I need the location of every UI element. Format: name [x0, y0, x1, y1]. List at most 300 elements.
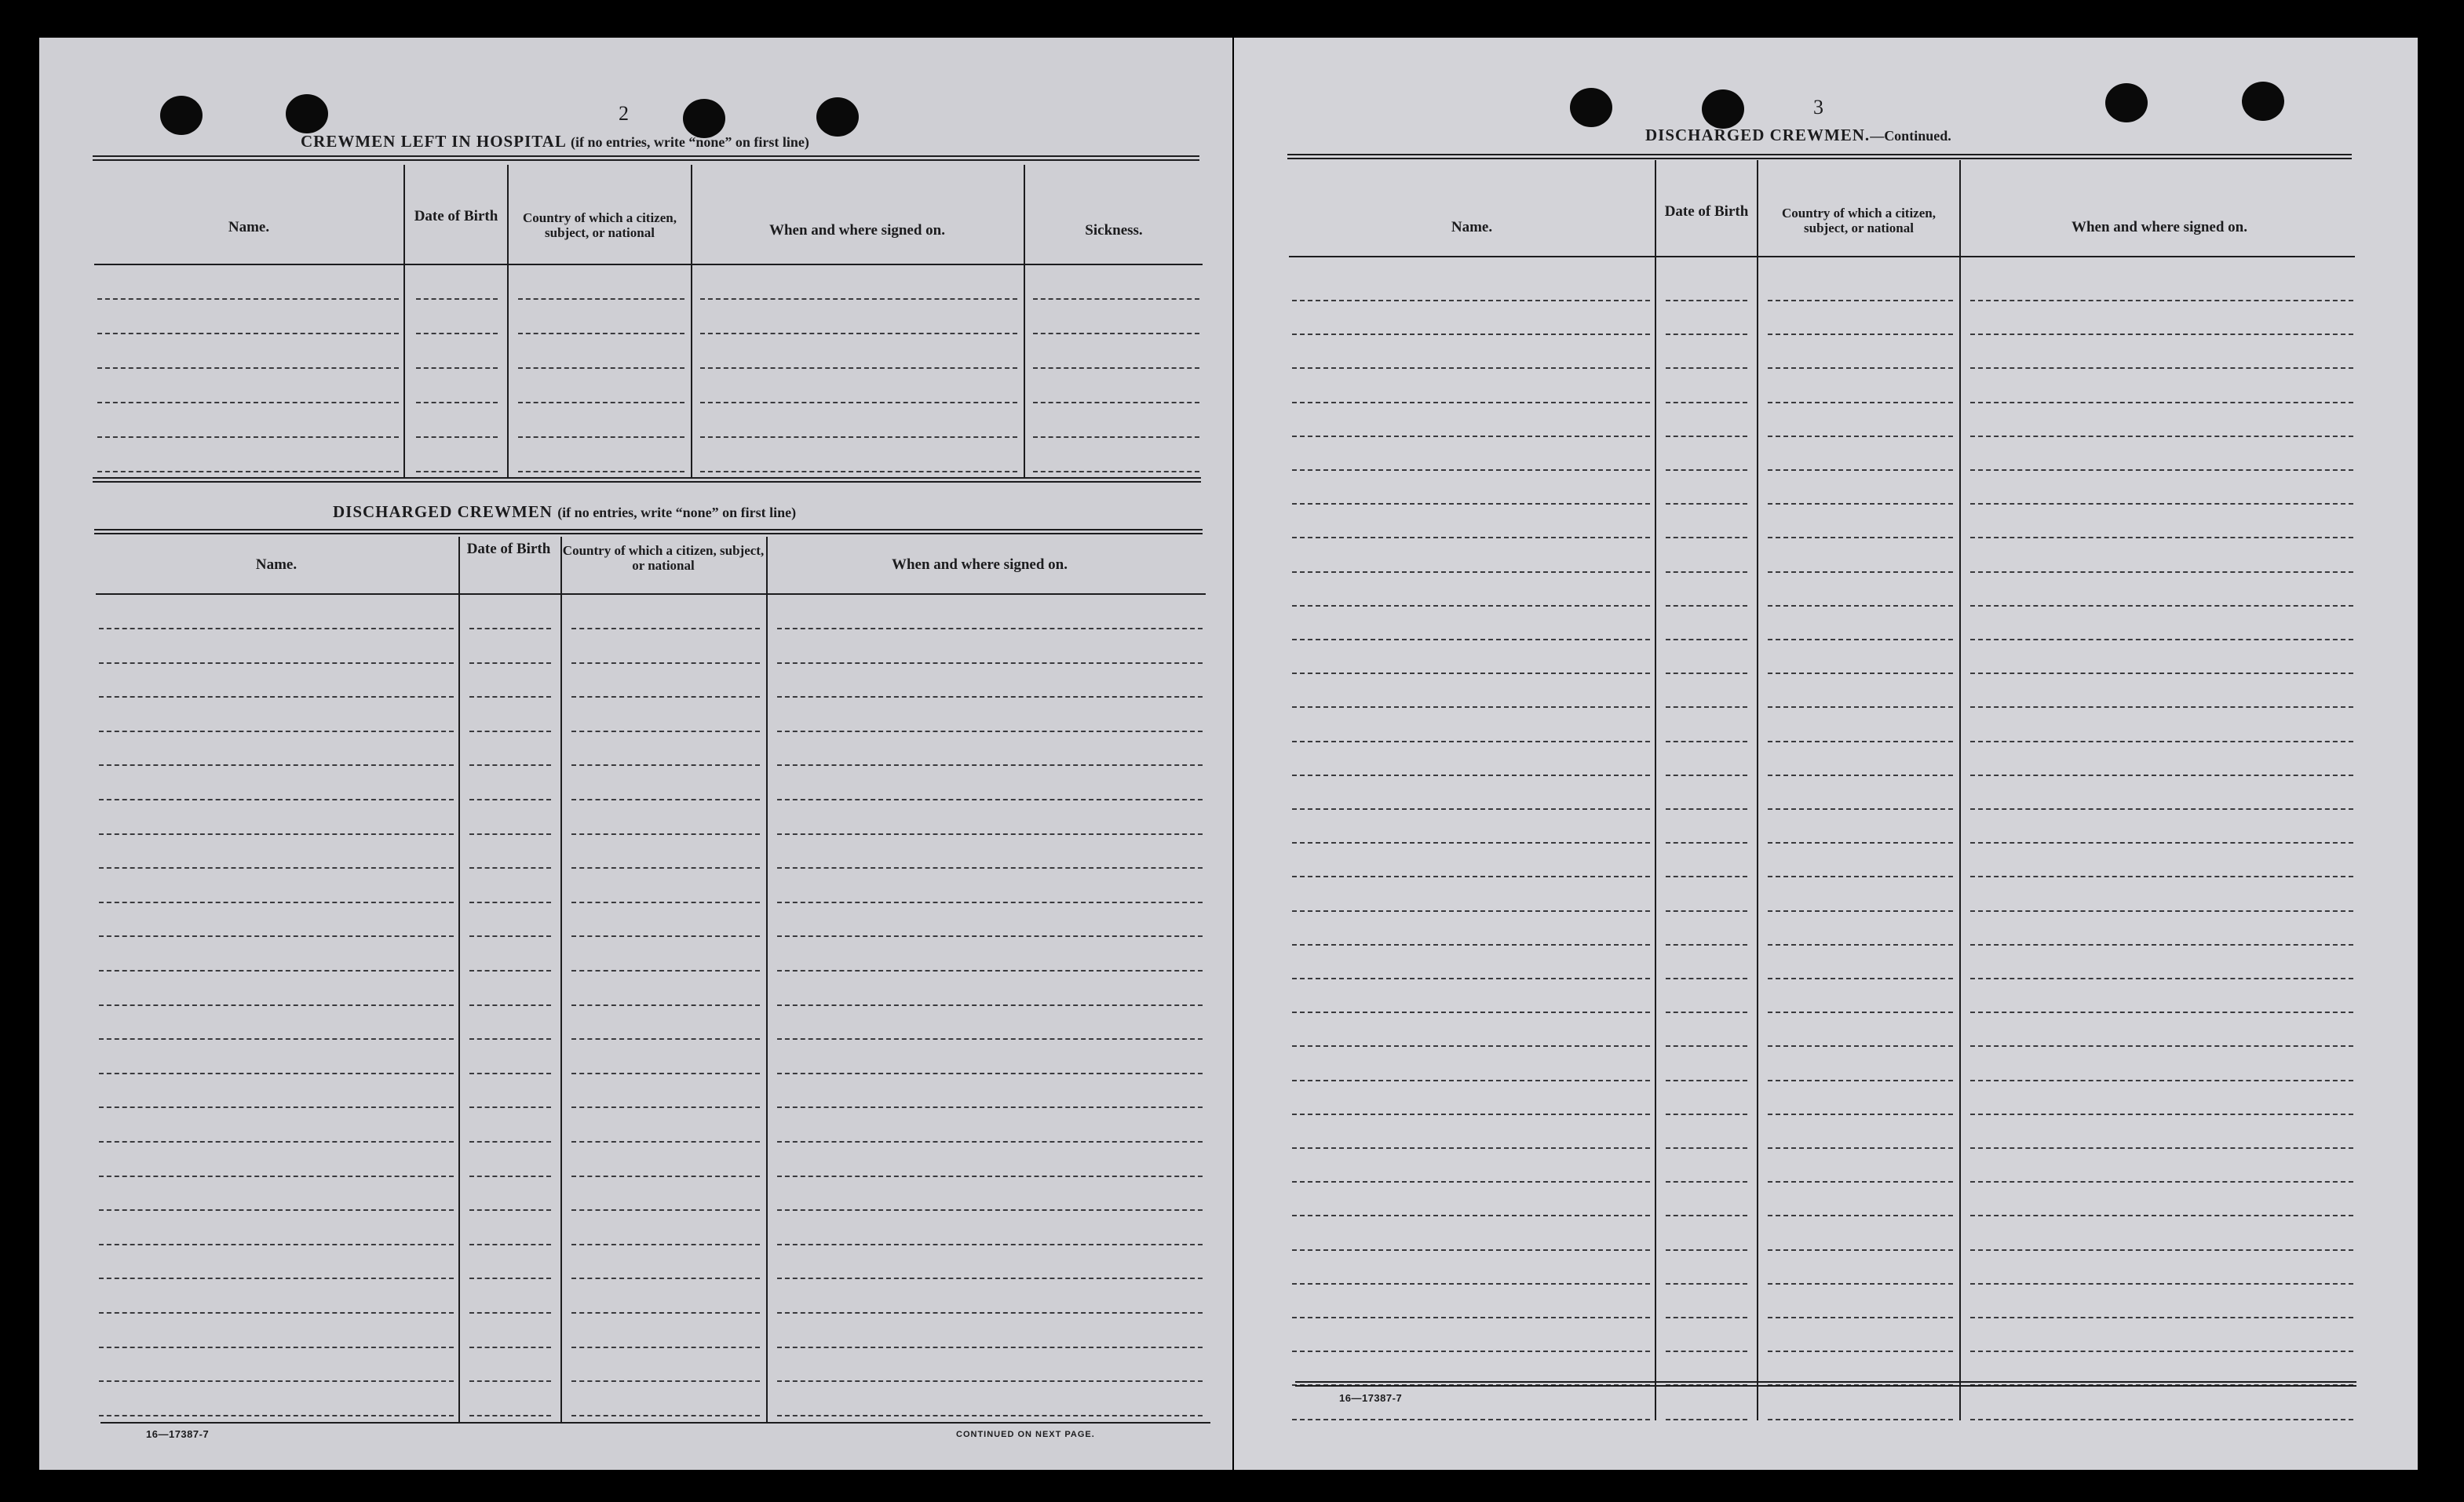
entry-line [571, 902, 760, 903]
entry-line [518, 333, 684, 334]
entry-line [469, 935, 551, 937]
hospital-column-divider [691, 165, 692, 477]
entry-line [1292, 436, 1650, 437]
entry-line [1666, 1080, 1747, 1081]
entry-line [571, 867, 760, 869]
continued-bottom-rule [1295, 1381, 2356, 1387]
entry-line [469, 970, 551, 972]
entry-line [469, 1106, 551, 1108]
entry-line [700, 367, 1017, 369]
entry-line [1970, 334, 2353, 335]
hospital-col-sickness-header: Sickness. [1085, 222, 1143, 239]
entry-line [1666, 706, 1747, 708]
entry-line [1033, 436, 1199, 438]
entry-line [1033, 402, 1199, 403]
entry-line [700, 436, 1017, 438]
entry-line [1970, 1249, 2353, 1251]
hospital-title-text: CREWMEN LEFT IN HOSPITAL [301, 132, 566, 151]
entry-line [1292, 1351, 1650, 1352]
entry-line [99, 1347, 454, 1348]
entry-line [1292, 1317, 1650, 1318]
entry-line [1768, 639, 1953, 640]
entry-line [1768, 537, 1953, 538]
entry-line [469, 696, 551, 698]
entry-line [97, 298, 399, 300]
entry-line [571, 833, 760, 835]
continued-section-title [1645, 126, 1951, 145]
entry-line [1292, 775, 1650, 776]
entry-line [1970, 571, 2353, 573]
entry-line [99, 1038, 454, 1040]
entry-line [777, 764, 1203, 766]
entry-line [469, 867, 551, 869]
entry-line [1970, 1215, 2353, 1216]
entry-line [571, 1209, 760, 1211]
entry-line [1666, 910, 1747, 912]
continued-title-text: DISCHARGED CREWMEN. [1645, 126, 1871, 144]
entry-line [1970, 1419, 2353, 1420]
entry-line [1768, 1147, 1953, 1149]
entry-line [571, 1312, 760, 1314]
discharged-col-signed-header: When and where signed on. [891, 556, 1068, 573]
punch-hole [286, 94, 328, 133]
hospital-title-note: (if no entries, write “none” on first line) [570, 134, 809, 150]
entry-line [1768, 469, 1953, 471]
entry-line [97, 333, 399, 334]
entry-line [1666, 334, 1747, 335]
entry-line [99, 1209, 454, 1211]
entry-line [1970, 741, 2353, 742]
hospital-column-divider [507, 165, 509, 477]
entry-line [416, 436, 498, 438]
entry-line [1970, 910, 2353, 912]
entry-line [99, 696, 454, 698]
entry-line [469, 628, 551, 629]
continued-header-rule [1289, 256, 2355, 257]
entry-line [469, 1176, 551, 1177]
hospital-top-rule [93, 155, 1199, 161]
punch-hole [1702, 89, 1744, 129]
entry-line [1768, 978, 1953, 979]
entry-line [1292, 1181, 1650, 1183]
entry-line [1768, 436, 1953, 437]
entry-line [1666, 842, 1747, 844]
entry-line [1666, 808, 1747, 810]
discharged-col-country-header: Country of which a citizen, subject, or national [562, 543, 765, 573]
entry-line [1033, 298, 1199, 300]
entry-line [469, 1244, 551, 1245]
entry-line [1292, 1215, 1650, 1216]
entry-line [1292, 1419, 1650, 1420]
entry-line [1768, 605, 1953, 607]
entry-line [1666, 1419, 1747, 1420]
entry-line [1970, 1080, 2353, 1081]
entry-line [1768, 1114, 1953, 1115]
entry-line [1666, 741, 1747, 742]
entry-line [777, 1209, 1203, 1211]
entry-line [99, 902, 454, 903]
entry-line [1768, 1045, 1953, 1047]
discharged-table-right [1289, 160, 2360, 1422]
entry-line [1768, 334, 1953, 335]
entry-line [1768, 1419, 1953, 1420]
entry-line [469, 764, 551, 766]
entry-line [1666, 1114, 1747, 1115]
entry-line [700, 333, 1017, 334]
entry-line [1666, 673, 1747, 674]
punch-hole [2242, 82, 2284, 121]
entry-line [1768, 741, 1953, 742]
entry-line [1970, 1181, 2353, 1183]
entry-line [1292, 537, 1650, 538]
entry-line [1970, 605, 2353, 607]
entry-line [571, 799, 760, 800]
entry-line [1768, 1249, 1953, 1251]
entry-line [1768, 402, 1953, 403]
entry-line [469, 731, 551, 732]
entry-line [1768, 300, 1953, 301]
continued-col-country-header: Country of which a citizen, subject, or national [1782, 206, 1936, 235]
entry-line [99, 731, 454, 732]
entry-line [1768, 944, 1953, 946]
hospital-bottom-rule [93, 477, 1201, 483]
entry-line [97, 402, 399, 403]
entry-line [1292, 1114, 1650, 1115]
discharged-title-note: (if no entries, write “none” on first line) [557, 505, 797, 520]
entry-line [1768, 808, 1953, 810]
entry-line [1292, 910, 1650, 912]
entry-line [1292, 1012, 1650, 1013]
entry-line [416, 333, 498, 334]
entry-line [1768, 876, 1953, 877]
entry-line [1970, 300, 2353, 301]
entry-line [1768, 1080, 1953, 1081]
entry-line [469, 662, 551, 664]
entry-line [1666, 639, 1747, 640]
entry-line [777, 935, 1203, 937]
entry-line [571, 731, 760, 732]
form-number: 16—17387-7 [146, 1428, 210, 1440]
entry-line [1768, 571, 1953, 573]
continued-column-divider [1959, 160, 1961, 1420]
entry-line [1970, 1012, 2353, 1013]
continued-col-signed-header: When and where signed on. [2071, 219, 2247, 235]
discharged-column-divider [458, 537, 460, 1422]
entry-line [1292, 944, 1650, 946]
entry-line [1970, 775, 2353, 776]
entry-line [416, 298, 498, 300]
entry-line [571, 696, 760, 698]
entry-line [571, 1380, 760, 1382]
continued-top-rule [1287, 154, 2352, 159]
entry-line [777, 731, 1203, 732]
entry-line [571, 935, 760, 937]
entry-line [1666, 1283, 1747, 1285]
entry-line [1292, 978, 1650, 979]
entry-line [99, 1244, 454, 1245]
entry-line [1970, 1045, 2353, 1047]
entry-line [1666, 1317, 1747, 1318]
entry-line [571, 764, 760, 766]
discharged-title-text: DISCHARGED CREWMEN [333, 502, 553, 521]
entry-line [518, 298, 684, 300]
entry-line [777, 799, 1203, 800]
entry-line [1970, 808, 2353, 810]
page-number: 3 [1813, 96, 1823, 118]
entry-line [1292, 605, 1650, 607]
entry-line [1666, 944, 1747, 946]
entry-line [777, 1380, 1203, 1382]
entry-line [571, 1004, 760, 1006]
entry-line [469, 1038, 551, 1040]
entry-line [1292, 673, 1650, 674]
hospital-col-dob-header: Date of Birth [414, 208, 498, 224]
entry-line [99, 1141, 454, 1143]
entry-line [99, 833, 454, 835]
entry-line [1768, 1012, 1953, 1013]
entry-line [1970, 639, 2353, 640]
continued-title-suffix: —Continued. [1870, 128, 1951, 144]
entry-line [571, 662, 760, 664]
entry-line [469, 902, 551, 903]
continued-col-dob-header: Date of Birth [1664, 203, 1749, 220]
entry-line [99, 764, 454, 766]
entry-line [1292, 367, 1650, 369]
entry-line [99, 1278, 454, 1279]
entry-line [469, 1209, 551, 1211]
entry-line [469, 1380, 551, 1382]
entry-line [1033, 471, 1199, 472]
entry-line [1970, 1317, 2353, 1318]
entry-line [99, 628, 454, 629]
hospital-table [94, 165, 1203, 479]
entry-line [1970, 876, 2353, 877]
entry-line [1666, 605, 1747, 607]
entry-line [1768, 1283, 1953, 1285]
entry-line [1970, 1114, 2353, 1115]
entry-line [1768, 706, 1953, 708]
entry-line [1292, 876, 1650, 877]
entry-line [571, 1415, 760, 1416]
entry-line [1292, 639, 1650, 640]
discharged-section-title [333, 502, 796, 522]
entry-line [99, 1004, 454, 1006]
discharged-top-rule [94, 529, 1203, 534]
entry-line [469, 1415, 551, 1416]
entry-line [99, 1073, 454, 1074]
entry-line [1666, 402, 1747, 403]
entry-line [1666, 1147, 1747, 1149]
entry-line [700, 298, 1017, 300]
entry-line [1970, 469, 2353, 471]
entry-line [1666, 537, 1747, 538]
entry-line [777, 1038, 1203, 1040]
punch-hole [816, 97, 859, 137]
entry-line [469, 799, 551, 800]
entry-line [777, 1347, 1203, 1348]
entry-line [1768, 1181, 1953, 1183]
entry-line [777, 1312, 1203, 1314]
entry-line [97, 436, 399, 438]
entry-line [1292, 402, 1650, 403]
entry-line [1292, 1147, 1650, 1149]
entry-line [97, 471, 399, 472]
entry-line [1666, 503, 1747, 505]
entry-line [1768, 673, 1953, 674]
entry-line [1666, 571, 1747, 573]
discharged-column-divider [560, 537, 562, 1422]
entry-line [777, 833, 1203, 835]
entry-line [777, 1415, 1203, 1416]
entry-line [518, 436, 684, 438]
punch-hole [2105, 83, 2148, 122]
entry-line [1970, 402, 2353, 403]
entry-line [777, 1106, 1203, 1108]
entry-line [1970, 673, 2353, 674]
entry-line [1970, 537, 2353, 538]
entry-line [1666, 876, 1747, 877]
entry-line [518, 402, 684, 403]
form-number: 16—17387-7 [1339, 1392, 1403, 1404]
entry-line [1666, 436, 1747, 437]
discharged-header-rule [96, 593, 1206, 595]
entry-line [1768, 503, 1953, 505]
entry-line [416, 402, 498, 403]
entry-line [1666, 469, 1747, 471]
entry-line [469, 1073, 551, 1074]
entry-line [1033, 367, 1199, 369]
entry-line [777, 902, 1203, 903]
entry-line [777, 662, 1203, 664]
entry-line [1666, 978, 1747, 979]
entry-line [1033, 333, 1199, 334]
entry-line [1768, 1317, 1953, 1318]
entry-line [99, 799, 454, 800]
entry-line [1292, 334, 1650, 335]
entry-line [518, 367, 684, 369]
entry-line [571, 1347, 760, 1348]
entry-line [777, 970, 1203, 972]
entry-line [1768, 367, 1953, 369]
entry-line [1292, 1045, 1650, 1047]
entry-line [99, 970, 454, 972]
hospital-header-rule [94, 264, 1203, 265]
entry-line [777, 867, 1203, 869]
entry-line [1768, 910, 1953, 912]
entry-line [1666, 300, 1747, 301]
entry-line [1970, 706, 2353, 708]
entry-line [99, 1380, 454, 1382]
entry-line [777, 1141, 1203, 1143]
entry-line [1292, 1283, 1650, 1285]
entry-line [1970, 944, 2353, 946]
entry-line [571, 1176, 760, 1177]
entry-line [777, 696, 1203, 698]
entry-line [1292, 300, 1650, 301]
entry-line [1666, 1181, 1747, 1183]
entry-line [416, 367, 498, 369]
hospital-section-title [301, 132, 809, 151]
entry-line [1970, 842, 2353, 844]
entry-line [1292, 503, 1650, 505]
entry-line [777, 1073, 1203, 1074]
right-page [1234, 38, 2418, 1470]
entry-line [1768, 1351, 1953, 1352]
entry-line [1970, 367, 2353, 369]
entry-line [571, 1038, 760, 1040]
entry-line [99, 1176, 454, 1177]
entry-line [1768, 1215, 1953, 1216]
entry-line [469, 1347, 551, 1348]
punch-hole [160, 96, 203, 135]
punch-hole [1570, 88, 1612, 127]
entry-line [99, 1312, 454, 1314]
entry-line [571, 1073, 760, 1074]
entry-line [777, 1278, 1203, 1279]
entry-line [777, 1176, 1203, 1177]
entry-line [1292, 741, 1650, 742]
entry-line [1666, 1012, 1747, 1013]
entry-line [1666, 1045, 1747, 1047]
entry-line [99, 867, 454, 869]
entry-line [1292, 706, 1650, 708]
entry-line [1666, 1351, 1747, 1352]
entry-line [1292, 469, 1650, 471]
entry-line [700, 471, 1017, 472]
discharged-col-dob-header: Date of Birth [466, 541, 551, 557]
entry-line [99, 662, 454, 664]
continued-column-divider [1655, 160, 1656, 1420]
entry-line [469, 1004, 551, 1006]
entry-line [571, 1278, 760, 1279]
entry-line [416, 471, 498, 472]
entry-line [1970, 436, 2353, 437]
discharged-column-divider [766, 537, 768, 1422]
entry-line [777, 1244, 1203, 1245]
entry-line [1970, 503, 2353, 505]
entry-line [1666, 367, 1747, 369]
entry-line [469, 1278, 551, 1279]
entry-line [1970, 978, 2353, 979]
entry-line [571, 1141, 760, 1143]
hospital-column-divider [1024, 165, 1025, 477]
entry-line [518, 471, 684, 472]
entry-line [1292, 842, 1650, 844]
entry-line [1292, 808, 1650, 810]
entry-line [571, 1244, 760, 1245]
continued-column-divider [1757, 160, 1758, 1420]
entry-line [1666, 775, 1747, 776]
entry-line [1768, 775, 1953, 776]
entry-line [777, 1004, 1203, 1006]
entry-line [571, 970, 760, 972]
entry-line [1768, 842, 1953, 844]
entry-line [1666, 1215, 1747, 1216]
left-page [39, 38, 1232, 1470]
entry-line [571, 628, 760, 629]
entry-line [99, 1415, 454, 1416]
entry-line [1970, 1351, 2353, 1352]
entry-line [1666, 1249, 1747, 1251]
hospital-col-signed-header: When and where signed on. [768, 222, 945, 239]
entry-line [99, 1106, 454, 1108]
discharged-bottom-rule [100, 1422, 1210, 1424]
continued-note: CONTINUED ON NEXT PAGE. [956, 1430, 1095, 1439]
entry-line [1292, 1080, 1650, 1081]
discharged-col-name-header: Name. [255, 556, 298, 573]
page-number: 2 [619, 102, 629, 125]
entry-line [1970, 1147, 2353, 1149]
